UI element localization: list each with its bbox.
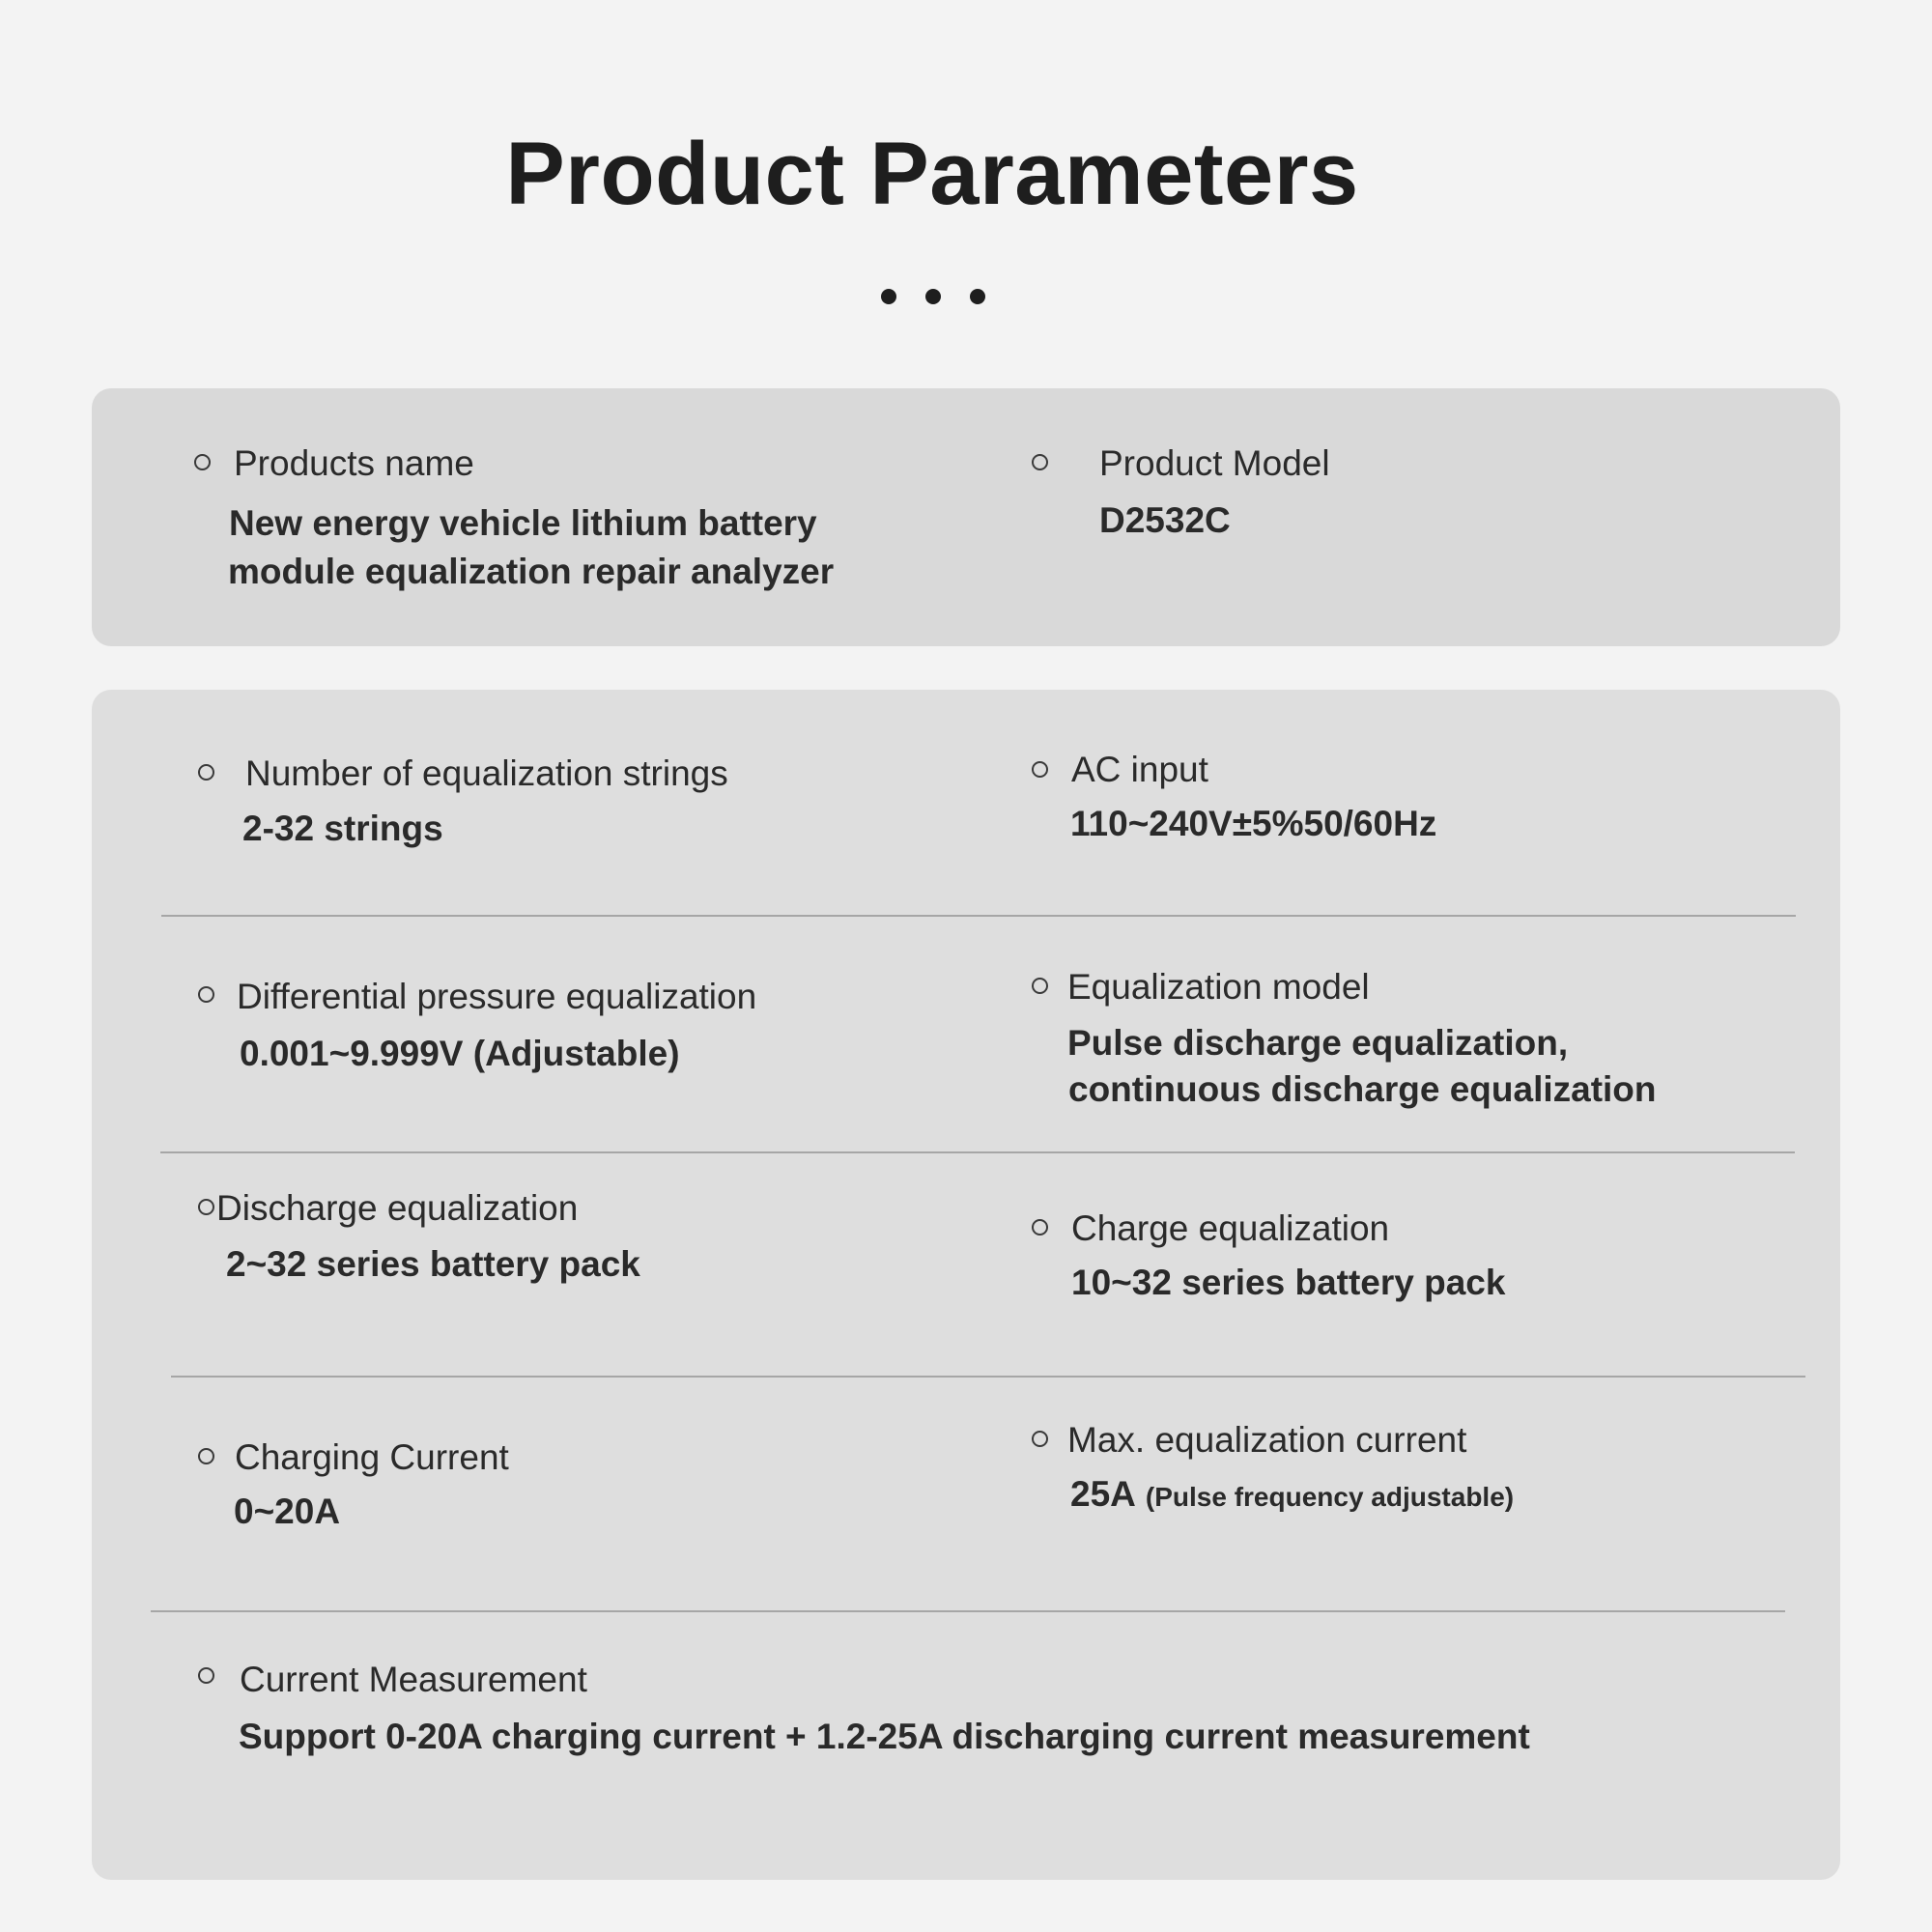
param-label: Charging Current <box>235 1437 509 1477</box>
circle-bullet-icon <box>1032 978 1048 994</box>
param-label: Max. equalization current <box>1067 1420 1467 1460</box>
page-title: Product Parameters <box>505 125 1359 223</box>
param-label: Products name <box>234 443 474 483</box>
circle-bullet-icon <box>1032 1219 1048 1236</box>
decorative-dots <box>881 288 985 305</box>
param-value: D2532C <box>1099 500 1231 540</box>
param-value <box>1070 1470 1514 1519</box>
param-value: 0~20A <box>234 1492 341 1531</box>
param-value: New energy vehicle lithium battery <box>229 503 817 543</box>
dot-icon <box>925 289 941 304</box>
dot-icon <box>970 289 985 304</box>
circle-bullet-icon <box>198 1667 214 1684</box>
param-value-main: 25A <box>1070 1474 1136 1514</box>
param-label: Discharge equalization <box>216 1188 579 1228</box>
param-value: continuous discharge equalization <box>1068 1069 1657 1109</box>
param-value: 0.001~9.999V (Adjustable) <box>240 1034 680 1073</box>
param-value: 10~32 series battery pack <box>1071 1263 1506 1302</box>
circle-bullet-icon <box>198 764 214 781</box>
row-divider <box>160 1151 1795 1153</box>
circle-bullet-icon <box>1032 454 1048 470</box>
circle-bullet-icon <box>194 454 211 470</box>
circle-bullet-icon <box>198 1448 214 1464</box>
circle-bullet-icon <box>198 1199 214 1215</box>
param-value: Pulse discharge equalization, <box>1067 1023 1569 1063</box>
param-label: Equalization model <box>1067 967 1370 1007</box>
parameters-card <box>92 690 1840 1880</box>
circle-bullet-icon <box>198 986 214 1003</box>
param-value: module equalization repair analyzer <box>228 552 835 591</box>
param-label: Charge equalization <box>1071 1208 1390 1248</box>
param-value: 2-32 strings <box>242 809 443 848</box>
param-label: AC input <box>1071 750 1208 789</box>
param-value: 110~240V±5%50/60Hz <box>1070 804 1437 843</box>
param-label: Differential pressure equalization <box>237 977 757 1016</box>
param-label: Current Measurement <box>240 1660 587 1699</box>
param-value: 2~32 series battery pack <box>226 1244 640 1284</box>
circle-bullet-icon <box>1032 761 1048 778</box>
param-value-note: (Pulse frequency adjustable) <box>1145 1482 1515 1512</box>
circle-bullet-icon <box>1032 1431 1048 1447</box>
row-divider <box>171 1376 1805 1378</box>
param-label: Number of equalization strings <box>245 753 728 793</box>
row-divider <box>151 1610 1785 1612</box>
product-info-card <box>92 388 1840 646</box>
row-divider <box>161 915 1796 917</box>
dot-icon <box>881 289 896 304</box>
param-label: Product Model <box>1099 443 1330 483</box>
param-value: Support 0-20A charging current + 1.2-25A discharging current measurement <box>239 1717 1530 1756</box>
